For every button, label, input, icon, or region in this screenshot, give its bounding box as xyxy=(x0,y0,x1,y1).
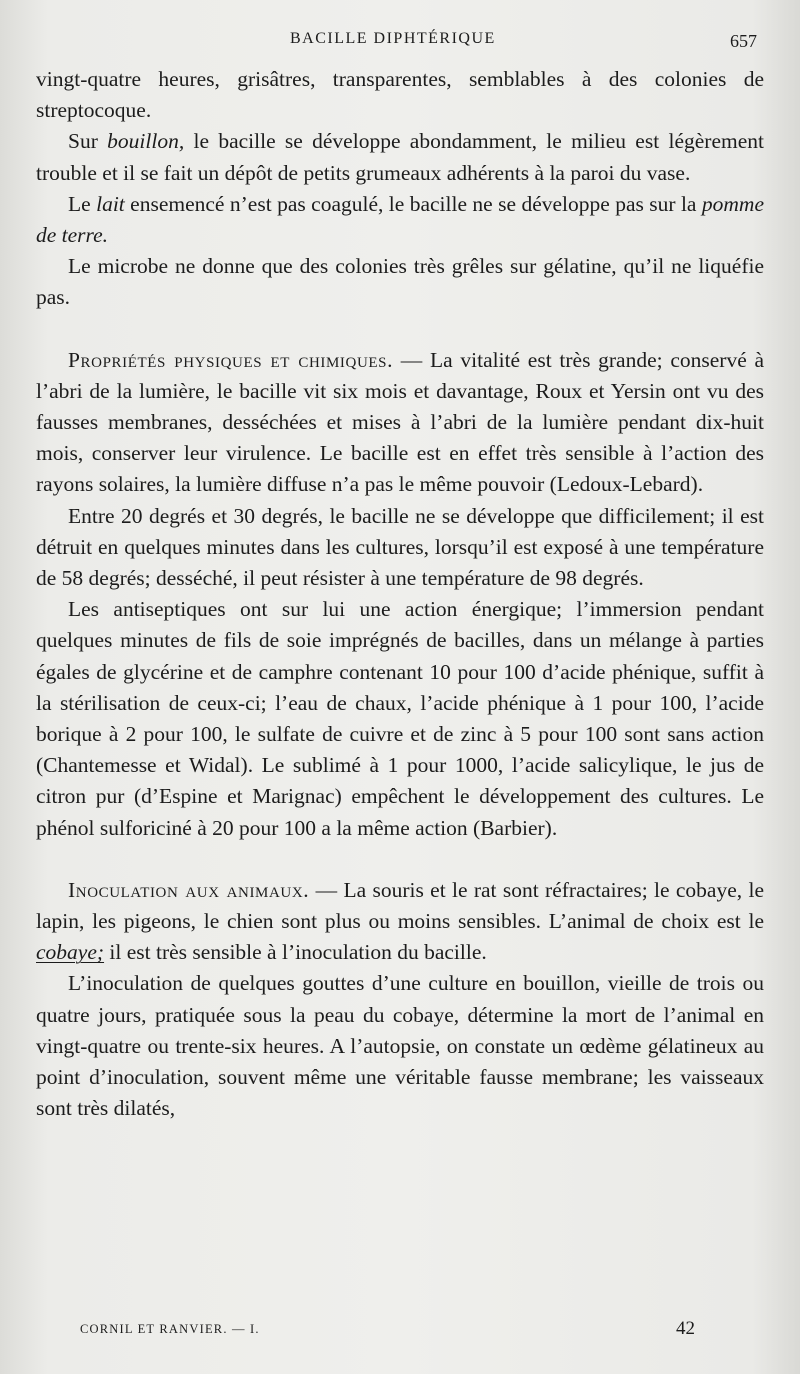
paragraph-text: ensemencé n’est pas coagulé, le bacille ne se développe pas sur la xyxy=(124,191,702,216)
section-heading: Inoculation aux animaux. xyxy=(68,877,310,902)
paragraph-text: — La vitalité est très grande; conservé à l’abri de la lumière, le bacille vit six mois et davantage, Roux et Yersin ont vu des fausses membranes, desséchées et mises à l’abri de la lumière pendant dix-huit mois, conserver leur virulence. Le bacille est en effet très sensible à l’action des rayons solaires, la lumière diffuse n’a pas le même pouvoir (Ledoux-Lebard). xyxy=(36,347,764,497)
paragraph-autopsy: L’inoculation de quelques gouttes d’une culture en bouillon, vieille de trois ou quatre jours, pratiquée sous la peau du cobaye, détermine la mort de l’animal en vingt-quatre ou trente-six heures. A l’autopsie, on constate un œdème gélatineux au point d’inoculation, souvent même une véritable fausse membrane; les vaisseaux sont très dilatés, xyxy=(36,971,764,1121)
paragraph-text: il est très sensible à l’inoculation du bacille. xyxy=(104,940,487,965)
emphasis-term: pomme de terre. xyxy=(36,191,764,248)
emphasis-term: bouillon, xyxy=(107,129,185,154)
paragraph-bouillon xyxy=(36,126,764,188)
paragraph-lait xyxy=(36,189,764,251)
running-head: BACILLE DIPHTÉRIQUE xyxy=(290,30,496,47)
section-properties xyxy=(36,345,764,501)
paragraph-text: le bacille se développe abondamment, le milieu est légèrement trouble et il se fait un dépôt de petits grumeaux adhérents à la paroi du vase. xyxy=(36,129,764,185)
printer-signature: CORNIL ET RANVIER. — I. xyxy=(80,1322,260,1336)
paragraph-antiseptics: Les antiseptiques ont sur lui une action énergique; l’immersion pendant quelques minutes de fils de soie imprégnés de bacilles, dans un mélange à parties égales de glycérine et de camphre contenant 10 pour 100 d’acide phénique, suffit à la stérilisation de ceux-ci; l’eau de chaux, l’acide phénique à 1 pour 100, l’acide borique à 2 pour 100, le sulfate de cuivre et de zinc à 5 pour 100 sont sans action (Chantemesse et Widal). Le sublimé à 1 pour 1000, l’acide salicylique, le jus de citron pur (d’Espine et Marignac) empêchent le développement des cultures. Le phénol sulforiciné à 20 pour 100 a la même action (Barbier). xyxy=(36,597,764,840)
page-number: 657 xyxy=(730,31,757,51)
paragraph-continuation: vingt-quatre heures, grisâtres, transparentes, semblables à des colonies de streptocoque. xyxy=(36,67,764,123)
paragraph-gelatine: Le microbe ne donne que des colonies très grêles sur gélatine, qu’il ne liquéfie pas. xyxy=(36,254,764,310)
emphasis-term: lait xyxy=(96,191,125,216)
paragraph-text: — La souris et le rat sont réfractaires; le cobaye, le lapin, les pigeons, le chien sont plus ou moins sensibles. L’animal de choix est le xyxy=(36,877,764,934)
section-heading: Propriétés physiques et chimiques. xyxy=(68,347,394,372)
body-text xyxy=(36,64,764,1125)
paragraph-text: Le xyxy=(68,191,97,216)
emphasis-term: cobaye; xyxy=(36,940,105,965)
section-inoculation xyxy=(36,875,764,969)
paragraph-text: Sur xyxy=(68,129,108,154)
paragraph-temperature: Entre 20 degrés et 30 degrés, le bacille ne se développe que difficilement; il est détruit en quelques minutes dans les cultures, lorsqu’il est exposé à une température de 58 degrés; desséché, il peut résister à une température de 98 degrés. xyxy=(36,503,764,591)
sheet-number: 42 xyxy=(676,1318,695,1339)
